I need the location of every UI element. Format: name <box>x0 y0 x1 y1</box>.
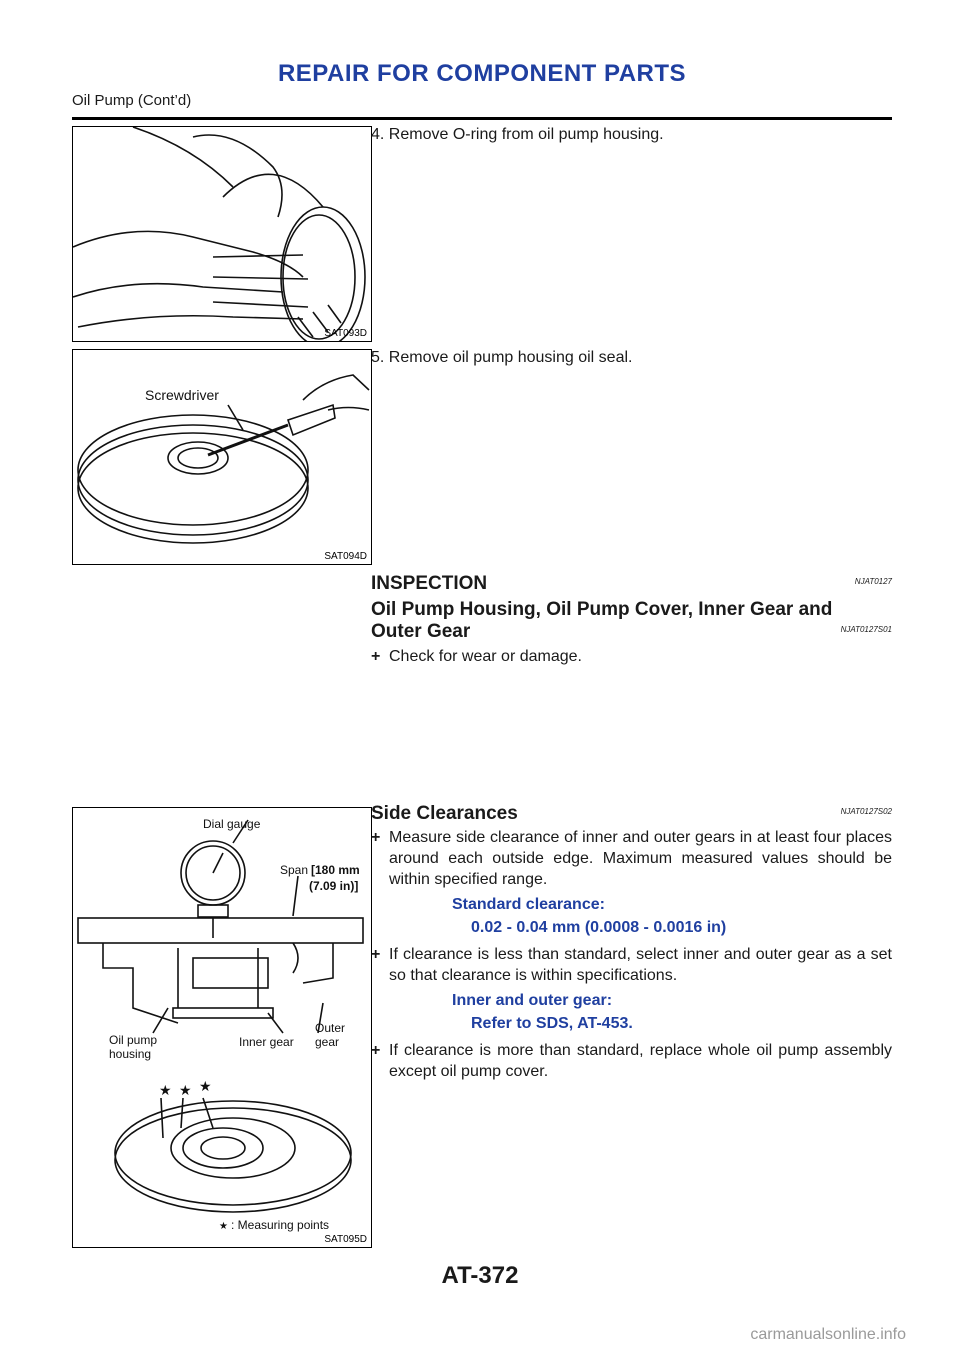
bullet: + <box>371 829 381 846</box>
list-item <box>371 944 892 986</box>
bullet: + <box>371 1042 381 1059</box>
star-icon: ★ <box>159 1082 172 1098</box>
measuring-points-label: : Measuring points <box>231 1218 330 1232</box>
spec-label: Inner and outer gear: <box>452 992 613 1009</box>
o-ring-illustration <box>73 127 371 341</box>
oil-pump-label-line1: Oil pump <box>109 1033 158 1047</box>
sub-heading <box>371 599 892 643</box>
star-icon: ★ <box>219 1221 228 1232</box>
bullet-text: If clearance is more than standard, replace whole oil pump assembly except oil pump cover. <box>389 1042 892 1080</box>
figure-oil-seal-removal <box>72 349 372 565</box>
step-5: 5. Remove oil pump housing oil seal. <box>371 349 633 366</box>
sub-heading-line1: Oil Pump Housing, Oil Pump Cover, Inner Gear and <box>371 599 833 620</box>
outer-gear-label-line1: Outer <box>315 1021 346 1035</box>
bullet-text: If clearance is less than standard, select inner and outer gear as a set so that clearance is within specifications. <box>389 946 892 984</box>
step-4: 4. Remove O-ring from oil pump housing. <box>371 126 664 143</box>
bullet-text: Check for wear or damage. <box>389 648 582 665</box>
oil-seal-illustration <box>73 350 371 564</box>
header-rule <box>72 117 892 120</box>
page-subtitle: Oil Pump (Cont’d) <box>72 92 192 109</box>
span-value-line2: (7.09 in)] <box>309 879 359 893</box>
span-value-line1: [180 mm <box>311 863 360 877</box>
figure-o-ring-removal <box>72 126 372 342</box>
figure-id: SAT094D <box>324 551 367 562</box>
spec-value: 0.02 - 0.04 mm (0.0008 - 0.0016 in) <box>471 919 727 936</box>
side-clearances-title: Side Clearances <box>371 803 518 824</box>
oil-pump-label-line2: housing <box>109 1047 152 1061</box>
spec-block <box>371 990 892 1034</box>
side-clearances-section <box>371 803 892 1086</box>
inspection-bullets <box>371 646 892 667</box>
bullet: + <box>371 648 381 665</box>
star-icon: ★ <box>199 1078 212 1094</box>
side-clearance-illustration <box>73 808 371 1247</box>
inspection-heading <box>371 573 892 595</box>
figure-id: SAT093D <box>324 328 367 339</box>
page-header <box>72 60 892 109</box>
screwdriver-label: Screwdriver <box>145 387 219 403</box>
section-code: NJAT0127S01 <box>840 625 892 634</box>
watermark: carmanualsonline.info <box>750 1326 906 1343</box>
dial-gauge-label: Dial gauge <box>203 817 261 831</box>
span-label: Span <box>280 863 309 877</box>
inspection-section <box>371 573 892 671</box>
bullet-text: Measure side clearance of inner and outer gears in at least four places around each outside edge. Maximum measured values should be within specified range. <box>389 829 892 888</box>
side-clearances-heading <box>371 803 892 825</box>
inner-gear-label: Inner gear <box>239 1035 294 1049</box>
side-clearances-bullets <box>371 827 892 1082</box>
figure-id: SAT095D <box>324 1234 367 1245</box>
spec-block <box>371 894 892 938</box>
outer-gear-label-line2: gear <box>315 1035 340 1049</box>
list-item <box>371 827 892 890</box>
spec-value: Refer to SDS, AT-453. <box>471 1015 633 1032</box>
figure-side-clearance <box>72 807 372 1248</box>
list-item <box>371 1040 892 1082</box>
inspection-title: INSPECTION <box>371 573 488 594</box>
page-title: REPAIR FOR COMPONENT PARTS <box>277 60 687 87</box>
sub-heading-line2: Outer Gear <box>371 621 471 642</box>
spec-label: Standard clearance: <box>452 896 605 913</box>
page-number: AT-372 <box>441 1262 519 1289</box>
bullet: + <box>371 946 381 963</box>
list-item <box>371 646 892 667</box>
section-code: NJAT0127 <box>854 577 892 586</box>
section-code: NJAT0127S02 <box>840 807 892 816</box>
star-icon: ★ <box>179 1082 192 1098</box>
